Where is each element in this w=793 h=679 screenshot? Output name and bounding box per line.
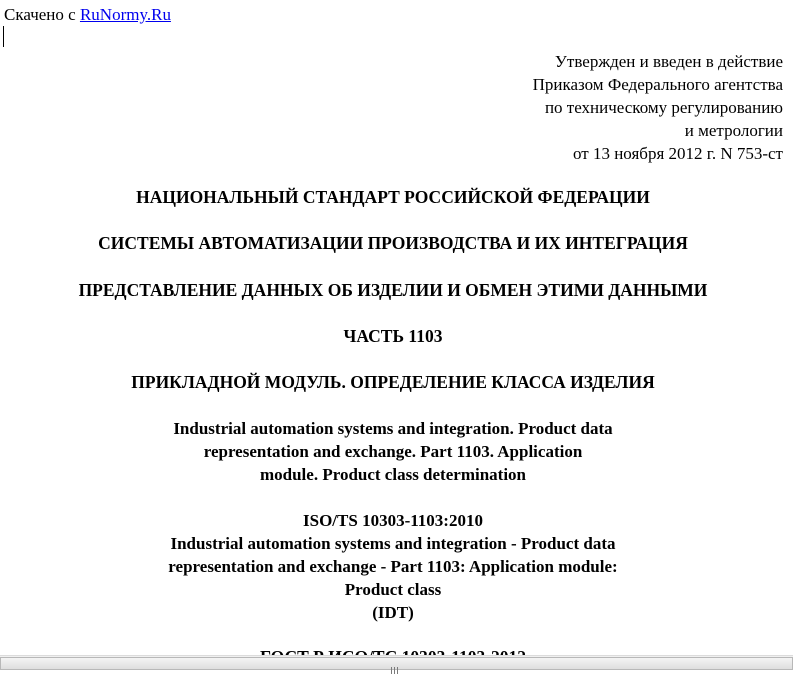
source-line: [4, 5, 171, 25]
text-cursor: [3, 26, 4, 47]
iso-title-line: Industrial automation systems and integration - Product data: [170, 534, 616, 553]
approval-line: от 13 ноября 2012 г. N 753-ст: [573, 144, 783, 163]
approval-line: и метрологии: [684, 121, 783, 140]
source-prefix: Скачено с: [4, 5, 76, 24]
iso-title-line: representation and exchange - Part 1103: Application module:: [168, 557, 618, 576]
grip-icon: [391, 661, 402, 668]
approval-block: [533, 50, 783, 165]
english-title-line: Industrial automation systems and integration. Product data: [173, 419, 613, 438]
approval-line: по техническому регулированию: [544, 98, 783, 117]
part-title: ЧАСТЬ 1103: [343, 326, 443, 346]
approval-line: Приказом Федерального агентства: [532, 75, 783, 94]
english-title-line: module. Product class determination: [259, 465, 526, 484]
runormy-link[interactable]: RuNormy.Ru: [79, 5, 171, 24]
english-title: [0, 417, 786, 486]
idt-marker: (IDT): [372, 603, 414, 622]
systems-title: СИСТЕМЫ АВТОМАТИЗАЦИИ ПРОИЗВОДСТВА И ИХ ИНТЕГРАЦИЯ: [98, 233, 688, 253]
english-title-line: representation and exchange. Part 1103. Application: [203, 442, 583, 461]
representation-title: ПРЕДСТАВЛЕНИЕ ДАННЫХ ОБ ИЗДЕЛИИ И ОБМЕН ЭТИМИ ДАННЫМИ: [78, 280, 708, 300]
module-title: ПРИКЛАДНОЙ МОДУЛЬ. ОПРЕДЕЛЕНИЕ КЛАССА ИЗДЕЛИЯ: [131, 372, 655, 392]
iso-reference: [0, 509, 786, 624]
scrollbar-thumb[interactable]: [0, 657, 793, 670]
iso-designation: ISO/TS 10303-1103:2010: [303, 511, 483, 530]
national-standard-title: НАЦИОНАЛЬНЫЙ СТАНДАРТ РОССИЙСКОЙ ФЕДЕРАЦИИ: [136, 187, 650, 207]
horizontal-scrollbar[interactable]: [0, 655, 793, 670]
iso-title-line: Product class: [344, 580, 442, 599]
approval-line: Утвержден и введен в действие: [554, 52, 783, 71]
